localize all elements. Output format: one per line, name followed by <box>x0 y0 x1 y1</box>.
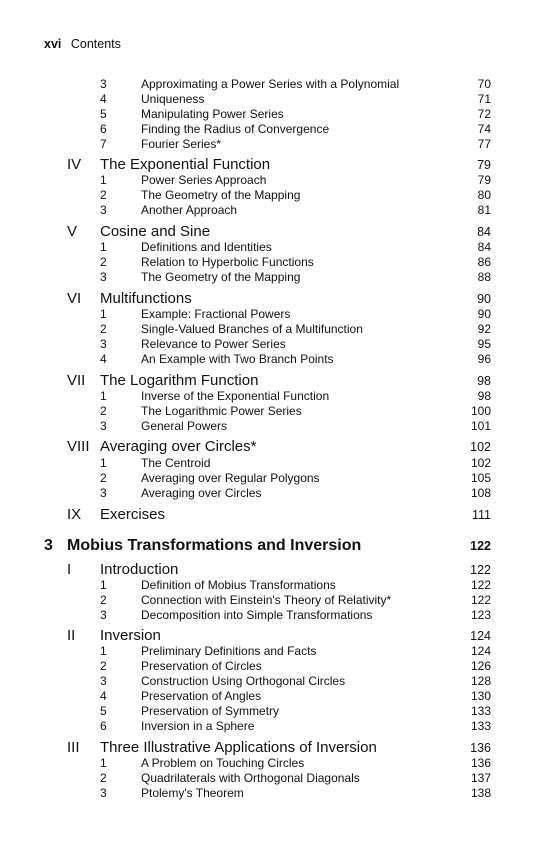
toc-item-row <box>0 337 545 352</box>
toc-entry-number: V <box>67 223 78 240</box>
toc-item-row <box>0 593 545 608</box>
toc-entry-number: 3 <box>100 608 107 622</box>
toc-entry-page: 123 <box>470 608 491 622</box>
toc-entry-number: 2 <box>100 322 107 336</box>
toc-entry-title: Preservation of Symmetry <box>141 704 280 718</box>
toc-section-row <box>0 437 545 457</box>
toc-entry-title: Example: Fractional Powers <box>141 307 291 321</box>
toc-entry-title: Inverse of the Exponential Function <box>141 389 330 403</box>
toc-section-row <box>0 738 545 758</box>
toc-entry-number: 1 <box>100 173 107 187</box>
toc-entry-page: 130 <box>470 689 491 703</box>
toc-entry-page: 90 <box>477 307 491 321</box>
toc-entry-title: Manipulating Power Series <box>141 107 284 121</box>
toc-entry-number: 7 <box>100 137 107 151</box>
toc-entry-title: The Logarithmic Power Series <box>141 404 302 418</box>
toc-entry-page: 137 <box>470 771 491 785</box>
toc-entry-number: 3 <box>100 419 107 433</box>
toc-item-row <box>0 771 545 786</box>
toc-entry-title: Mobius Transformations and Inversion <box>67 537 362 554</box>
toc-entry-number: 2 <box>100 404 107 418</box>
toc-entry-page: 95 <box>477 337 491 351</box>
toc-entry-page: 96 <box>477 352 491 366</box>
toc-entry-title: Finding the Radius of Convergence <box>141 122 330 136</box>
toc-entry-page: 136 <box>470 741 491 755</box>
toc-entry-page: 124 <box>470 629 491 643</box>
toc-entry-number: 2 <box>100 471 107 485</box>
toc-item-row <box>0 240 545 255</box>
toc-entry-title: Preservation of Circles <box>141 659 262 673</box>
toc-entry-number: 2 <box>100 659 107 673</box>
toc-item-row <box>0 419 545 434</box>
toc-entry-title: General Powers <box>141 419 228 433</box>
toc-entry-number: 3 <box>100 337 107 351</box>
toc-entry-title: The Logarithm Function <box>100 372 259 389</box>
toc-entry-number: 3 <box>100 674 107 688</box>
toc-entry-number: 3 <box>100 203 107 217</box>
toc-entry-title: Power Series Approach <box>141 173 267 187</box>
toc-entry-title: Three Illustrative Applications of Inversion <box>100 739 377 756</box>
toc-entry-page: 105 <box>470 471 491 485</box>
toc-item-row <box>0 644 545 659</box>
toc-entry-page: 133 <box>470 719 491 733</box>
toc-entry-number: III <box>67 739 80 756</box>
toc-item-row <box>0 107 545 122</box>
toc-entry-page: 122 <box>470 563 491 577</box>
toc-entry-number: 3 <box>100 270 107 284</box>
toc-item-row <box>0 578 545 593</box>
toc-entry-page: 71 <box>477 92 491 106</box>
toc-section-row <box>0 560 545 580</box>
toc-entry-title: Averaging over Circles* <box>100 438 257 455</box>
toc-entry-number: 3 <box>44 537 53 554</box>
toc-entry-page: 128 <box>470 674 491 688</box>
toc-entry-page: 81 <box>477 203 491 217</box>
toc-entry-number: 5 <box>100 704 107 718</box>
toc-entry-title: Single-Valued Branches of a Multifunction <box>141 322 363 336</box>
toc-entry-title: Cosine and Sine <box>100 223 211 240</box>
toc-entry-title: Relation to Hyperbolic Functions <box>141 255 314 269</box>
toc-entry-page: 86 <box>477 255 491 269</box>
toc-entry-page: 74 <box>477 122 491 136</box>
toc-entry-page: 122 <box>470 539 491 553</box>
toc-entry-title: Connection with Einstein's Theory of Relativity* <box>141 593 392 607</box>
toc-entry-title: Exercises <box>100 506 166 523</box>
toc-entry-number: 2 <box>100 255 107 269</box>
toc-entry-title: Ptolemy's Theorem <box>141 786 244 800</box>
toc-entry-title: Construction Using Orthogonal Circles <box>141 674 346 688</box>
toc-entry-number: 2 <box>100 593 107 607</box>
toc-entry-number: 1 <box>100 389 107 403</box>
toc-entry-page: 101 <box>470 419 491 433</box>
toc-entry-title: The Exponential Function <box>100 156 271 173</box>
toc-item-row <box>0 786 545 801</box>
toc-entry-number: IX <box>67 506 82 523</box>
toc-entry-page: 72 <box>477 107 491 121</box>
toc-entry-number: 3 <box>100 786 107 800</box>
toc-entry-title: Averaging over Circles <box>141 486 262 500</box>
toc-item-row <box>0 188 545 203</box>
toc-item-row <box>0 719 545 734</box>
toc-entry-page: 92 <box>477 322 491 336</box>
toc-entry-number: VI <box>67 290 82 307</box>
toc-entry-number: 4 <box>100 92 107 106</box>
toc-entry-title: The Geometry of the Mapping <box>141 270 301 284</box>
toc-item-row <box>0 270 545 285</box>
toc-entry-page: 133 <box>470 704 491 718</box>
toc-entry-page: 122 <box>470 578 491 592</box>
toc-section-row <box>0 505 545 525</box>
toc-entry-title: Averaging over Regular Polygons <box>141 471 320 485</box>
toc-entry-number: 4 <box>100 689 107 703</box>
toc-entry-title: Definition of Mobius Transformations <box>141 578 336 592</box>
toc-entry-title: Preservation of Angles <box>141 689 262 703</box>
toc-item-row <box>0 659 545 674</box>
toc-entry-title: Uniqueness <box>141 92 205 106</box>
toc-entry-page: 98 <box>477 389 491 403</box>
toc-entry-page: 102 <box>470 440 491 454</box>
toc-item-row <box>0 674 545 689</box>
toc-entry-title: Fourier Series* <box>141 137 222 151</box>
toc-entry-number: 5 <box>100 107 107 121</box>
toc-item-row <box>0 203 545 218</box>
toc-item-row <box>0 471 545 486</box>
toc-entry-number: I <box>67 561 72 578</box>
toc-section-row <box>0 155 545 175</box>
toc-entry-title: Inversion <box>100 627 161 644</box>
toc-entry-title: The Centroid <box>141 456 211 470</box>
toc-entry-number: 6 <box>100 122 107 136</box>
toc-entry-title: An Example with Two Branch Points <box>141 352 334 366</box>
toc-item-row <box>0 608 545 623</box>
running-title: Contents <box>70 37 121 51</box>
toc-entry-number: IV <box>67 156 82 173</box>
toc-entry-page: 80 <box>477 188 491 202</box>
toc-entry-page: 90 <box>477 292 491 306</box>
toc-entry-page: 122 <box>470 593 491 607</box>
toc-entry-title: A Problem on Touching Circles <box>141 756 305 770</box>
toc-entry-number: 4 <box>100 352 107 366</box>
toc-item-row <box>0 137 545 152</box>
toc-entry-number: 2 <box>100 188 107 202</box>
toc-entry-number: 1 <box>100 240 107 254</box>
toc-section-row <box>0 371 545 391</box>
toc-item-row <box>0 77 545 92</box>
toc-entry-title: The Geometry of the Mapping <box>141 188 301 202</box>
toc-entry-number: 1 <box>100 756 107 770</box>
toc-item-row <box>0 352 545 367</box>
toc-entry-page: 79 <box>477 158 491 172</box>
toc-entry-page: 88 <box>477 270 491 284</box>
toc-section-row <box>0 626 545 646</box>
toc-entry-title: Quadrilaterals with Orthogonal Diagonals <box>141 771 360 785</box>
toc-entry-number: VIII <box>67 438 90 455</box>
toc-entry-number: 3 <box>100 77 107 91</box>
toc-entry-page: 79 <box>477 173 491 187</box>
toc-entry-title: Preliminary Definitions and Facts <box>141 644 317 658</box>
toc-entry-page: 100 <box>470 404 491 418</box>
toc-entry-title: Relevance to Power Series <box>141 337 286 351</box>
toc-entry-number: VII <box>67 372 86 389</box>
toc-item-row <box>0 756 545 771</box>
toc-item-row <box>0 255 545 270</box>
toc-entry-page: 138 <box>470 786 491 800</box>
toc-entry-title: Multifunctions <box>100 290 192 307</box>
toc-item-row <box>0 404 545 419</box>
toc-entry-page: 70 <box>477 77 491 91</box>
page-folio: xvi <box>44 37 62 51</box>
toc-entry-number: 6 <box>100 719 107 733</box>
toc-entry-title: Decomposition into Simple Transformations <box>141 608 373 622</box>
toc-entry-page: 136 <box>470 756 491 770</box>
toc-entry-title: Inversion in a Sphere <box>141 719 255 733</box>
toc-entry-number: 3 <box>100 486 107 500</box>
toc-entry-page: 111 <box>471 508 491 522</box>
toc-item-row <box>0 122 545 137</box>
toc-section-row <box>0 289 545 309</box>
toc-entry-page: 77 <box>477 137 491 151</box>
toc-entry-page: 84 <box>477 240 491 254</box>
toc-entry-page: 98 <box>477 374 491 388</box>
toc-entry-page: 126 <box>470 659 491 673</box>
toc-entry-number: 1 <box>100 456 107 470</box>
toc-entry-title: Approximating a Power Series with a Polynomial <box>141 77 400 91</box>
toc-entry-page: 124 <box>470 644 491 658</box>
toc-entry-title: Introduction <box>100 561 179 578</box>
toc-item-row <box>0 704 545 719</box>
toc-item-row <box>0 456 545 471</box>
toc-entry-number: 2 <box>100 771 107 785</box>
toc-item-row <box>0 92 545 107</box>
toc-entry-number: II <box>67 627 76 644</box>
toc-entry-page: 108 <box>470 486 491 500</box>
toc-section-row <box>0 222 545 242</box>
toc-item-row <box>0 689 545 704</box>
toc-item-row <box>0 307 545 322</box>
toc-item-row <box>0 322 545 337</box>
toc-entry-page: 102 <box>470 456 491 470</box>
toc-entry-title: Another Approach <box>141 203 238 217</box>
toc-entry-page: 84 <box>477 225 491 239</box>
toc-entry-number: 1 <box>100 644 107 658</box>
toc-item-row <box>0 173 545 188</box>
toc-chapter-row <box>0 535 545 557</box>
toc-entry-number: 1 <box>100 307 107 321</box>
toc-entry-number: 1 <box>100 578 107 592</box>
toc-item-row <box>0 486 545 501</box>
toc-item-row <box>0 389 545 404</box>
toc-entry-title: Definitions and Identities <box>141 240 272 254</box>
